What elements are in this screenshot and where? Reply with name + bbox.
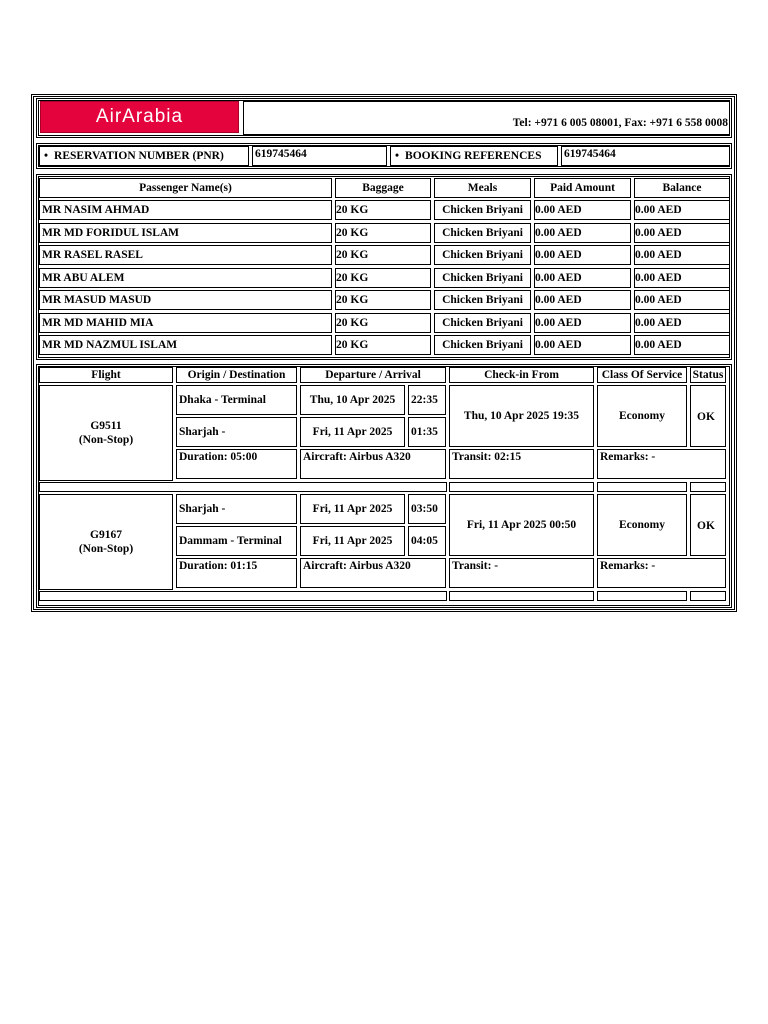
meals-cell: Chicken Briyani — [434, 200, 531, 220]
passenger-name-cell: MR MD FORIDUL ISLAM — [39, 223, 332, 243]
aircraft-cell: Aircraft: Airbus A320 — [300, 449, 446, 479]
header-origin-destination: Origin / Destination — [176, 367, 297, 383]
spacer-cell — [597, 591, 687, 601]
departure-time-cell: 22:35 — [408, 385, 446, 415]
header-balance: Balance — [634, 178, 730, 198]
departure-time-cell: 03:50 — [408, 494, 446, 524]
duration-cell: Duration: 05:00 — [176, 449, 297, 479]
passenger-name-cell: MR NASIM AHMAD — [39, 200, 332, 220]
paid-amount-cell: 0.00 AED — [534, 200, 631, 220]
booking-value-cell — [561, 146, 730, 166]
pnr-label: RESERVATION NUMBER (PNR) — [54, 150, 224, 162]
remarks-cell: Remarks: - — [597, 558, 726, 588]
arrival-time-cell: 01:35 — [408, 417, 446, 447]
bullet-icon: • — [44, 150, 49, 162]
flight-stops: (Non-Stop) — [78, 543, 134, 555]
spacer-cell — [597, 482, 687, 492]
paid-amount-cell: 0.00 AED — [534, 290, 631, 310]
class-cell: Economy — [597, 385, 687, 447]
arrival-date-cell: Fri, 11 Apr 2025 — [300, 417, 405, 447]
origin-cell: Dhaka - Terminal — [176, 385, 297, 415]
meals-cell: Chicken Briyani — [434, 313, 531, 333]
flight-number-cell — [39, 385, 173, 481]
pnr-label-cell — [39, 146, 249, 166]
spacer-cell — [39, 482, 447, 492]
passenger-name-cell: MR MASUD MASUD — [39, 290, 332, 310]
meals-cell: Chicken Briyani — [434, 268, 531, 288]
transit-cell: Transit: - — [449, 558, 594, 588]
flight-number-cell — [39, 494, 173, 590]
departure-date-cell: Fri, 11 Apr 2025 — [300, 494, 405, 524]
status-cell: OK — [690, 385, 726, 447]
balance-cell: 0.00 AED — [634, 268, 730, 288]
balance-cell: 0.00 AED — [634, 245, 730, 265]
header-departure-arrival: Departure / Arrival — [300, 367, 446, 383]
header-passenger-name: Passenger Name(s) — [39, 178, 332, 198]
flight-number: G9167 — [90, 529, 122, 541]
destination-cell: Dammam - Terminal — [176, 526, 297, 556]
airarabia-logo: AirArabia — [40, 101, 239, 133]
booking-value: 619745464 — [564, 148, 616, 160]
baggage-cell: 20 KG — [335, 245, 431, 265]
header-class-of-service: Class Of Service — [597, 367, 687, 383]
passenger-name-cell: MR MD NAZMUL ISLAM — [39, 335, 332, 355]
aircraft-cell: Aircraft: Airbus A320 — [300, 558, 446, 588]
paid-amount-cell: 0.00 AED — [534, 313, 631, 333]
balance-cell: 0.00 AED — [634, 200, 730, 220]
balance-cell: 0.00 AED — [634, 290, 730, 310]
paid-amount-cell: 0.00 AED — [534, 223, 631, 243]
baggage-cell: 20 KG — [335, 290, 431, 310]
pnr-value: 619745464 — [255, 148, 307, 160]
passenger-name-cell: MR RASEL RASEL — [39, 245, 332, 265]
balance-cell: 0.00 AED — [634, 335, 730, 355]
baggage-cell: 20 KG — [335, 313, 431, 333]
booking-label-cell — [390, 146, 558, 166]
header-baggage: Baggage — [335, 178, 431, 198]
status-cell: OK — [690, 494, 726, 556]
bullet-icon: • — [395, 150, 400, 162]
transit-cell: Transit: 02:15 — [449, 449, 594, 479]
destination-cell: Sharjah - — [176, 417, 297, 447]
departure-date-cell: Thu, 10 Apr 2025 — [300, 385, 405, 415]
header-status: Status — [690, 367, 726, 383]
flight-stops: (Non-Stop) — [78, 434, 134, 446]
duration-cell: Duration: 01:15 — [176, 558, 297, 588]
class-cell: Economy — [597, 494, 687, 556]
paid-amount-cell: 0.00 AED — [534, 268, 631, 288]
spacer-cell — [690, 591, 726, 601]
header-flight: Flight — [39, 367, 173, 383]
meals-cell: Chicken Briyani — [434, 223, 531, 243]
passenger-name-cell: MR ABU ALEM — [39, 268, 332, 288]
meals-cell: Chicken Briyani — [434, 335, 531, 355]
checkin-cell: Fri, 11 Apr 2025 00:50 — [449, 494, 594, 556]
spacer-cell — [449, 591, 594, 601]
checkin-cell: Thu, 10 Apr 2025 19:35 — [449, 385, 594, 447]
spacer-cell — [449, 482, 594, 492]
flight-number: G9511 — [90, 420, 122, 432]
arrival-date-cell: Fri, 11 Apr 2025 — [300, 526, 405, 556]
baggage-cell: 20 KG — [335, 200, 431, 220]
spacer-cell — [39, 591, 447, 601]
paid-amount-cell: 0.00 AED — [534, 335, 631, 355]
paid-amount-cell: 0.00 AED — [534, 245, 631, 265]
pnr-value-cell — [252, 146, 387, 166]
remarks-cell: Remarks: - — [597, 449, 726, 479]
arrival-time-cell: 04:05 — [408, 526, 446, 556]
balance-cell: 0.00 AED — [634, 223, 730, 243]
baggage-cell: 20 KG — [335, 335, 431, 355]
header-paid-amount: Paid Amount — [534, 178, 631, 198]
balance-cell: 0.00 AED — [634, 313, 730, 333]
baggage-cell: 20 KG — [335, 223, 431, 243]
meals-cell: Chicken Briyani — [434, 290, 531, 310]
booking-label: BOOKING REFERENCES — [405, 150, 542, 162]
meals-cell: Chicken Briyani — [434, 245, 531, 265]
passenger-name-cell: MR MD MAHID MIA — [39, 313, 332, 333]
header-check-in-from: Check-in From — [449, 367, 594, 383]
origin-cell: Sharjah - — [176, 494, 297, 524]
baggage-cell: 20 KG — [335, 268, 431, 288]
header-meals: Meals — [434, 178, 531, 198]
spacer-cell — [690, 482, 726, 492]
contact-text: Tel: +971 6 005 08001, Fax: +971 6 558 0008 — [512, 117, 728, 129]
